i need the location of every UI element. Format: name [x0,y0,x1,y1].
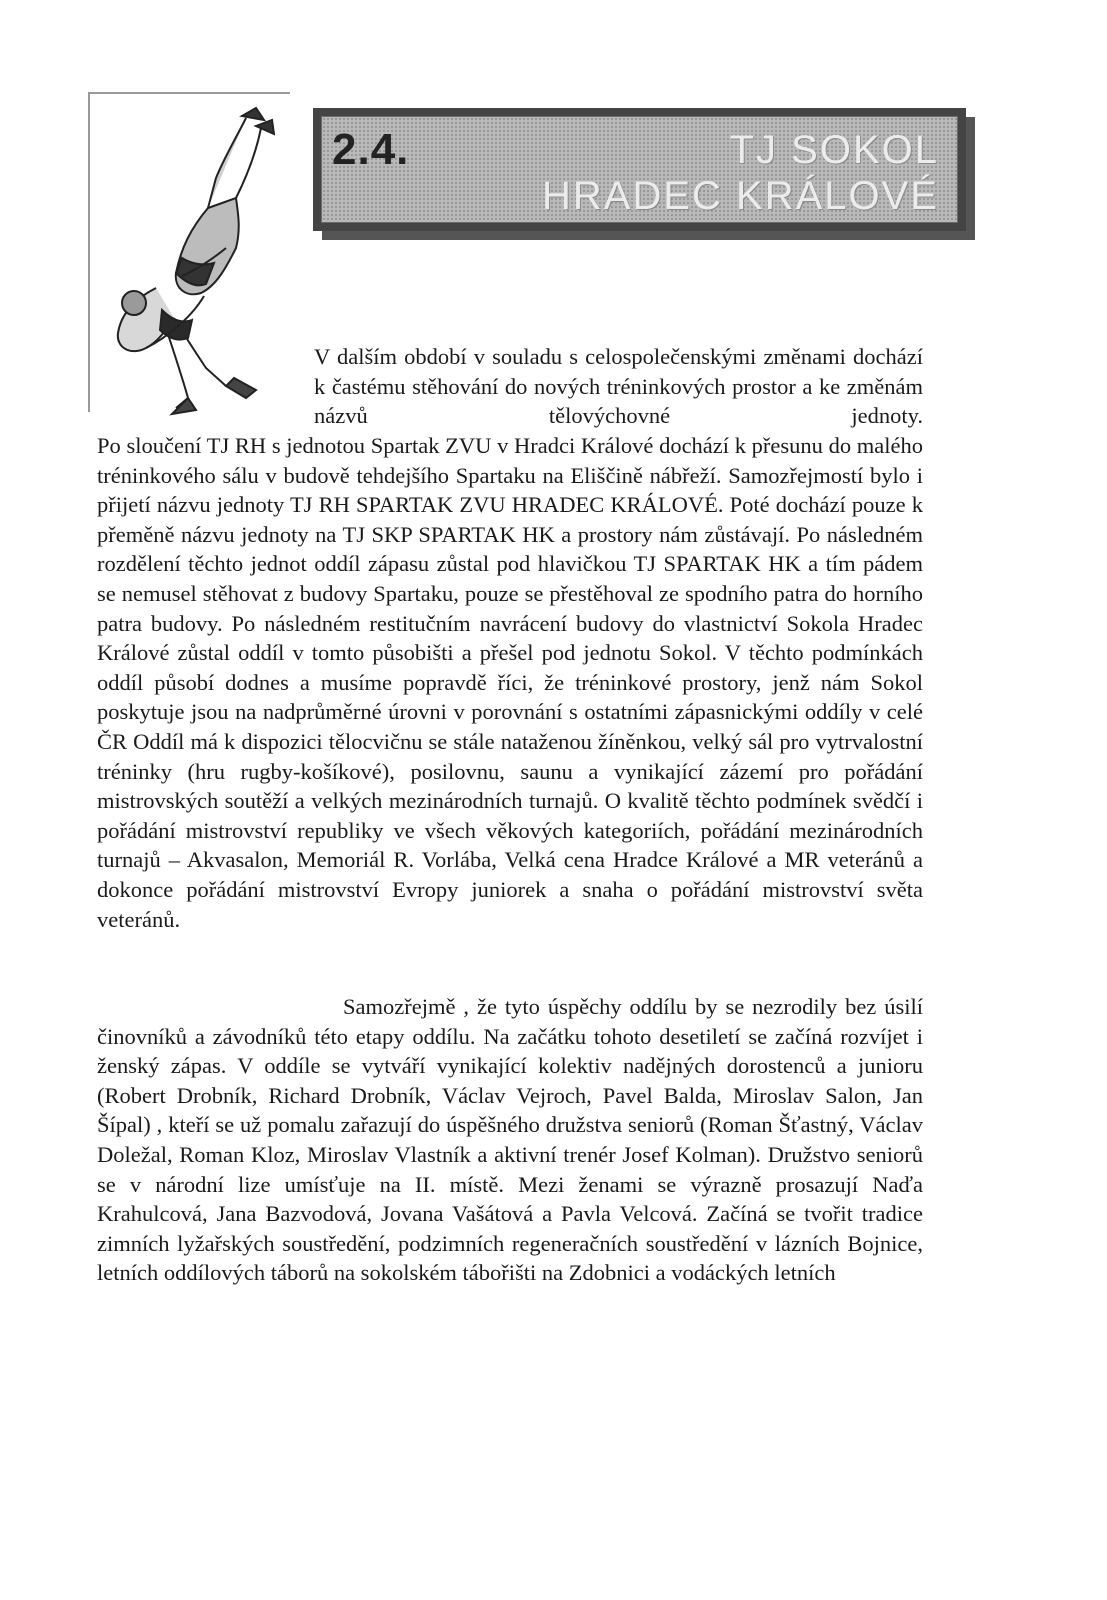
section-heading [313,108,966,231]
section-title [542,127,939,219]
section-number: 2.4. [332,125,410,174]
paragraph-1: Po sloučení TJ RH s jednotou Spartak ZVU v Hradci Králové dochází k přesunu do malého tréninkového sálu v budově tehdejšího Spartaku na Eliščině nábřeží. Samozřejmostí bylo i přijetí názvu jednoty TJ RH SPARTAK ZVU HRADEC KRÁLOVÉ. Poté dochází pouze k přeměně názvu jednoty na TJ SKP SPARTAK HK a prostory nám zůstávají. Po následném rozdělení těchto jednot oddíl zápasu zůstal pod hlavičkou TJ SPARTAK HK a tím pádem se nemusel stěhovat z budovy Spartaku, pouze se přestěhoval ze spodního patra do horního patra budovy. Po následném restitučním navrácení budovy do vlastnictví Sokola Hradec Králové zůstal oddíl v tomto působišti a přešel pod jednotu Sokol. V těchto podmínkách oddíl působí dodnes a musíme popravdě říci, že tréninkové prostory, jenž nám Sokol poskytuje jsou na nadprůměrné úrovni v porovnání s ostatními zápasnickými oddíly v celé ČR Oddíl má k dispozici tělocvičnu se stále nataženou žíněnkou, velký sál pro vytrvalostní tréninky (hru rugby-košíkové), posilovnu, saunu a vynikající zázemí pro pořádání mistrovských soutěží a velkých mezinárodních turnajů. O kvalitě těchto podmínek svědčí i pořádání mistrovství republiky ve všech věkových kategoriích, pořádání mezinárodních turnajů – Akvasalon, Memoriál R. Vorlába, Velká cena Hradce Králové a MR veteránů a dokonce pořádání mistrovství Evropy juniorek a snaha o pořádání mistrovství světa veteránů. [97,433,923,932]
paragraph-1-intro: V dalším období v souladu s celospolečenskými změnami dochází k častému stěhování do nových tréninkových prostor a ke změnám názvů tělovýchovné jednoty. [314,344,923,429]
heading-panel [321,116,958,223]
section-title-line1: TJ SOKOL [729,128,939,172]
paragraph-2: Samozřejmě , že tyto úspěchy oddílu by se nezrodily bez úsilí činovníků a závodníků této etapy oddílu. Na začátku tohoto desetiletí se začíná rozvíjet i ženský zápas. V oddíle se vytváří vynikající kolektiv nadějných dorostenců a junioru (Robert Drobník, Richard Drobník, Václav Vejroch, Pavel Balda, Miroslav Salon, Jan Šípal) , kteří se už pomalu zařazují do úspěšného družstva seniorů (Roman Šťastný, Václav Doležal, Roman Kloz, Miroslav Vlastník a aktivní trenér Josef Kolman). Družstvo seniorů se v národní lize umísťuje na II. místě. Mezi ženami se výrazně prosazují Naďa Krahulcová, Jana Bazvodová, Jovana Vašátová a Pavla Velcová. Začíná se tvořit tradice zimních lyžařských soustředění, podzimních regeneračních soustředění v lázních Bojnice, letních oddílových táborů na sokolském tábořišti na Zdobnici a vodáckých letních [97,994,923,1286]
section-title-line2: HRADEC KRÁLOVÉ [542,174,939,218]
wrestlers-illustration-icon [96,98,306,418]
